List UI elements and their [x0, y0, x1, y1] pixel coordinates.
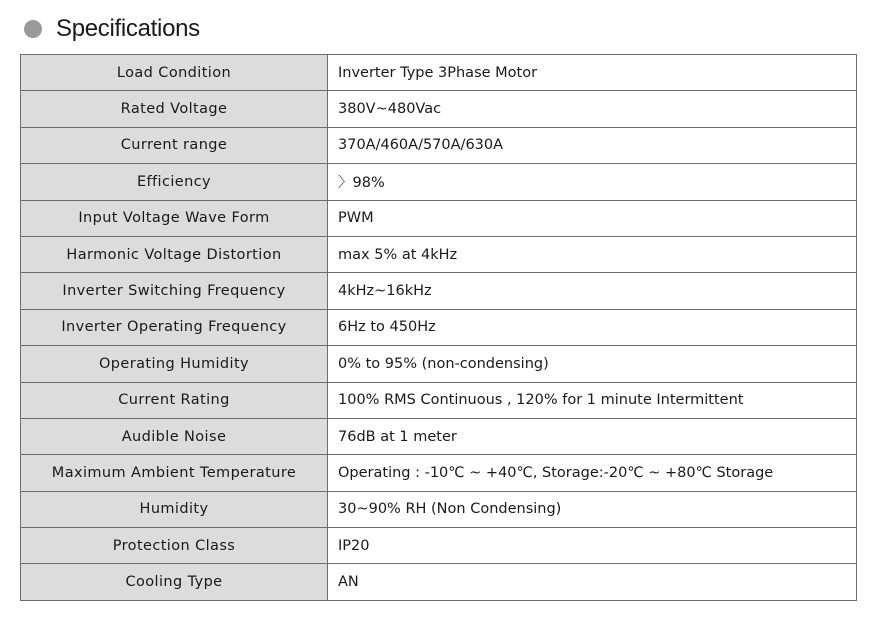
- spec-value: Inverter Type 3Phase Motor: [328, 55, 857, 91]
- spec-label: Maximum Ambient Temperature: [21, 455, 328, 491]
- spec-value: 100% RMS Continuous , 120% for 1 minute Intermittent: [328, 382, 857, 418]
- table-row: [21, 491, 857, 527]
- spec-label: Current Rating: [21, 382, 328, 418]
- page-title: Specifications: [56, 15, 200, 42]
- spec-label: Audible Noise: [21, 418, 328, 454]
- table-row: [21, 309, 857, 345]
- spec-value: 370A/460A/570A/630A: [328, 127, 857, 163]
- spec-label: Efficiency: [21, 164, 328, 200]
- spec-value: 380V~480Vac: [328, 91, 857, 127]
- spec-label: Load Condition: [21, 55, 328, 91]
- spec-label: Current range: [21, 127, 328, 163]
- spec-value: 〉98%: [328, 164, 857, 200]
- spec-label: Operating Humidity: [21, 346, 328, 382]
- spec-label: Rated Voltage: [21, 91, 328, 127]
- table-row: [21, 127, 857, 163]
- spec-label: Harmonic Voltage Distortion: [21, 236, 328, 272]
- table-row: [21, 564, 857, 600]
- spec-label: Humidity: [21, 491, 328, 527]
- table-row: [21, 382, 857, 418]
- table-row: [21, 164, 857, 200]
- spec-value: 0% to 95% (non-condensing): [328, 346, 857, 382]
- table-row: [21, 346, 857, 382]
- spec-value: 30~90% RH (Non Condensing): [328, 491, 857, 527]
- table-row: [21, 55, 857, 91]
- table-row: [21, 273, 857, 309]
- section-heading: [24, 14, 200, 44]
- spec-label: Protection Class: [21, 528, 328, 564]
- spec-value: 76dB at 1 meter: [328, 418, 857, 454]
- table-row: [21, 236, 857, 272]
- table-row: [21, 418, 857, 454]
- spec-value: 6Hz to 450Hz: [328, 309, 857, 345]
- spec-value: Operating : -10℃ ~ +40℃, Storage:-20℃ ~ +80℃ Storage: [328, 455, 857, 491]
- circle-bullet-icon: [24, 20, 42, 38]
- spec-value: max 5% at 4kHz: [328, 236, 857, 272]
- spec-label: Cooling Type: [21, 564, 328, 600]
- table-row: [21, 528, 857, 564]
- spec-value: 4kHz~16kHz: [328, 273, 857, 309]
- table-row: [21, 91, 857, 127]
- spec-label: Inverter Switching Frequency: [21, 273, 328, 309]
- spec-value: IP20: [328, 528, 857, 564]
- table-row: [21, 455, 857, 491]
- spec-label: Inverter Operating Frequency: [21, 309, 328, 345]
- specifications-table: [20, 54, 857, 601]
- spec-value: PWM: [328, 200, 857, 236]
- spec-label: Input Voltage Wave Form: [21, 200, 328, 236]
- spec-value: AN: [328, 564, 857, 600]
- table-row: [21, 200, 857, 236]
